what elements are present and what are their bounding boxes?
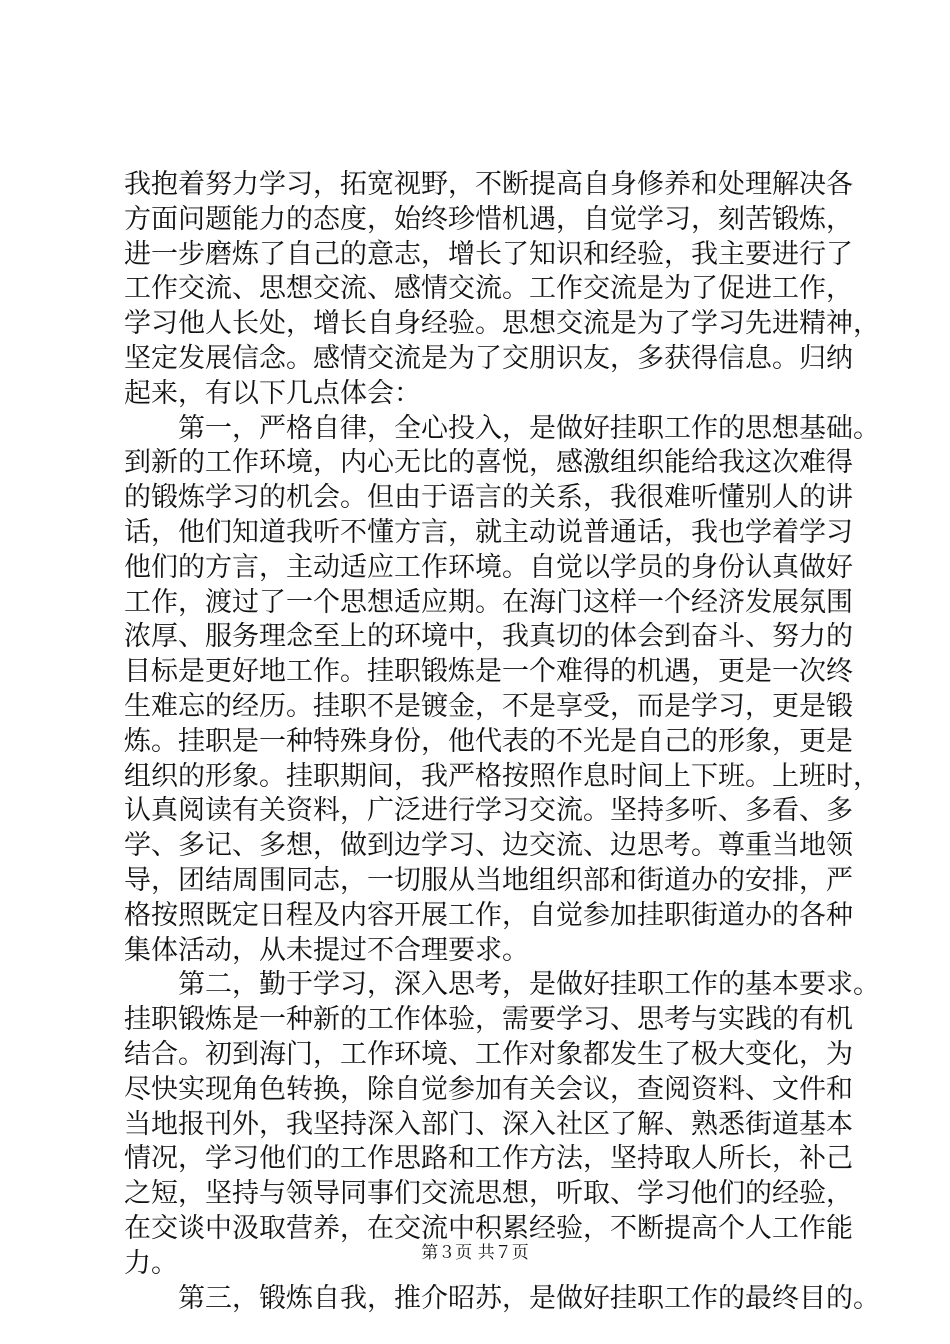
text-line: 的锻炼学习的机会。但由于语言的关系，我很难听懂别人的讲 — [124, 482, 853, 514]
paragraph-heading-line: 第三，锻炼自我，推介昭苏，是做好挂职工作的最终目的。 — [124, 1282, 880, 1314]
text-line: 炼。挂职是一种特殊身份，他代表的不光是自己的形象，更是 — [124, 725, 853, 757]
text-line: 到新的工作环境，内心无比的喜悦，感激组织能给我这次难得 — [124, 447, 853, 479]
text-line: 当地报刊外，我坚持深入部门、深入社区了解、熟悉街道基本 — [124, 1108, 853, 1140]
text-line: 格按照既定日程及内容开展工作，自觉参加挂职街道办的各种 — [124, 899, 853, 931]
text-line: 进一步磨炼了自己的意志，增长了知识和经验，我主要进行了 — [124, 238, 853, 270]
text-line: 生难忘的经历。挂职不是镀金，不是享受，而是学习，更是锻 — [124, 690, 853, 722]
page-number-footer: 第３页 共７页 — [421, 1243, 529, 1263]
text-line: 认真阅读有关资料，广泛进行学习交流。坚持多听、多看、多 — [124, 795, 853, 827]
text-line: 我抱着努力学习，拓宽视野，不断提高自身修养和处理解决各 — [124, 169, 853, 200]
text-line: 学、多记、多想，做到边学习、边交流、边思考。尊重当地领 — [124, 830, 853, 862]
text-line: 组织的形象。挂职期间，我严格按照作息时间上下班。上班时， — [124, 760, 880, 792]
text-line: 起来，有以下几点体会： — [124, 377, 421, 409]
text-line: 话，他们知道我听不懂方言，就主动说普通话，我也学着学习 — [124, 516, 853, 548]
body-text — [124, 168, 880, 1316]
text-line: 坚定发展信念。感情交流是为了交朋识友，多获得信息。归纳 — [124, 342, 853, 374]
paragraph-heading-line: 第二，勤于学习，深入思考，是做好挂职工作的基本要求。 — [124, 969, 880, 1001]
text-line: 尽快实现角色转换，除自觉参加有关会议，查阅资料、文件和 — [124, 1073, 853, 1105]
text-line: 工作交流、思想交流、感情交流。工作交流是为了促进工作， — [124, 273, 853, 305]
text-line: 在交谈中汲取营养，在交流中积累经验，不断提高个人工作能 — [124, 1212, 853, 1244]
text-line: 他们的方言，主动适应工作环境。自觉以学员的身份认真做好 — [124, 551, 853, 583]
text-line: 情况，学习他们的工作思路和工作方法，坚持取人所长，补己 — [124, 1143, 853, 1175]
text-line: 浓厚、服务理念至上的环境中，我真切的体会到奋斗、努力的 — [124, 621, 853, 653]
text-line: 挂职锻炼是一种新的工作体验，需要学习、思考与实践的有机 — [124, 1004, 853, 1036]
text-line: 导，团结周围同志，一切服从当地组织部和街道办的安排，严 — [124, 864, 853, 896]
text-line: 学习他人长处，增长自身经验。思想交流是为了学习先进精神， — [124, 308, 880, 340]
text-line: 工作，渡过了一个思想适应期。在海门这样一个经济发展氛围 — [124, 586, 853, 618]
text-line: 目标是更好地工作。挂职锻炼是一个难得的机遇，更是一次终 — [124, 656, 853, 688]
text-line: 方面问题能力的态度，始终珍惜机遇，自觉学习，刻苦锻炼， — [124, 203, 853, 235]
paragraph-heading-line: 第一，严格自律，全心投入，是做好挂职工作的思想基础。 — [124, 412, 880, 444]
text-line: 结合。初到海门，工作环境、工作对象都发生了极大变化，为 — [124, 1038, 853, 1070]
text-line: 之短，坚持与领导同事们交流思想，听取、学习他们的经验， — [124, 1178, 853, 1210]
text-line: 集体活动，从未提过不合理要求。 — [124, 934, 529, 966]
text-line: 力。 — [124, 1247, 178, 1279]
